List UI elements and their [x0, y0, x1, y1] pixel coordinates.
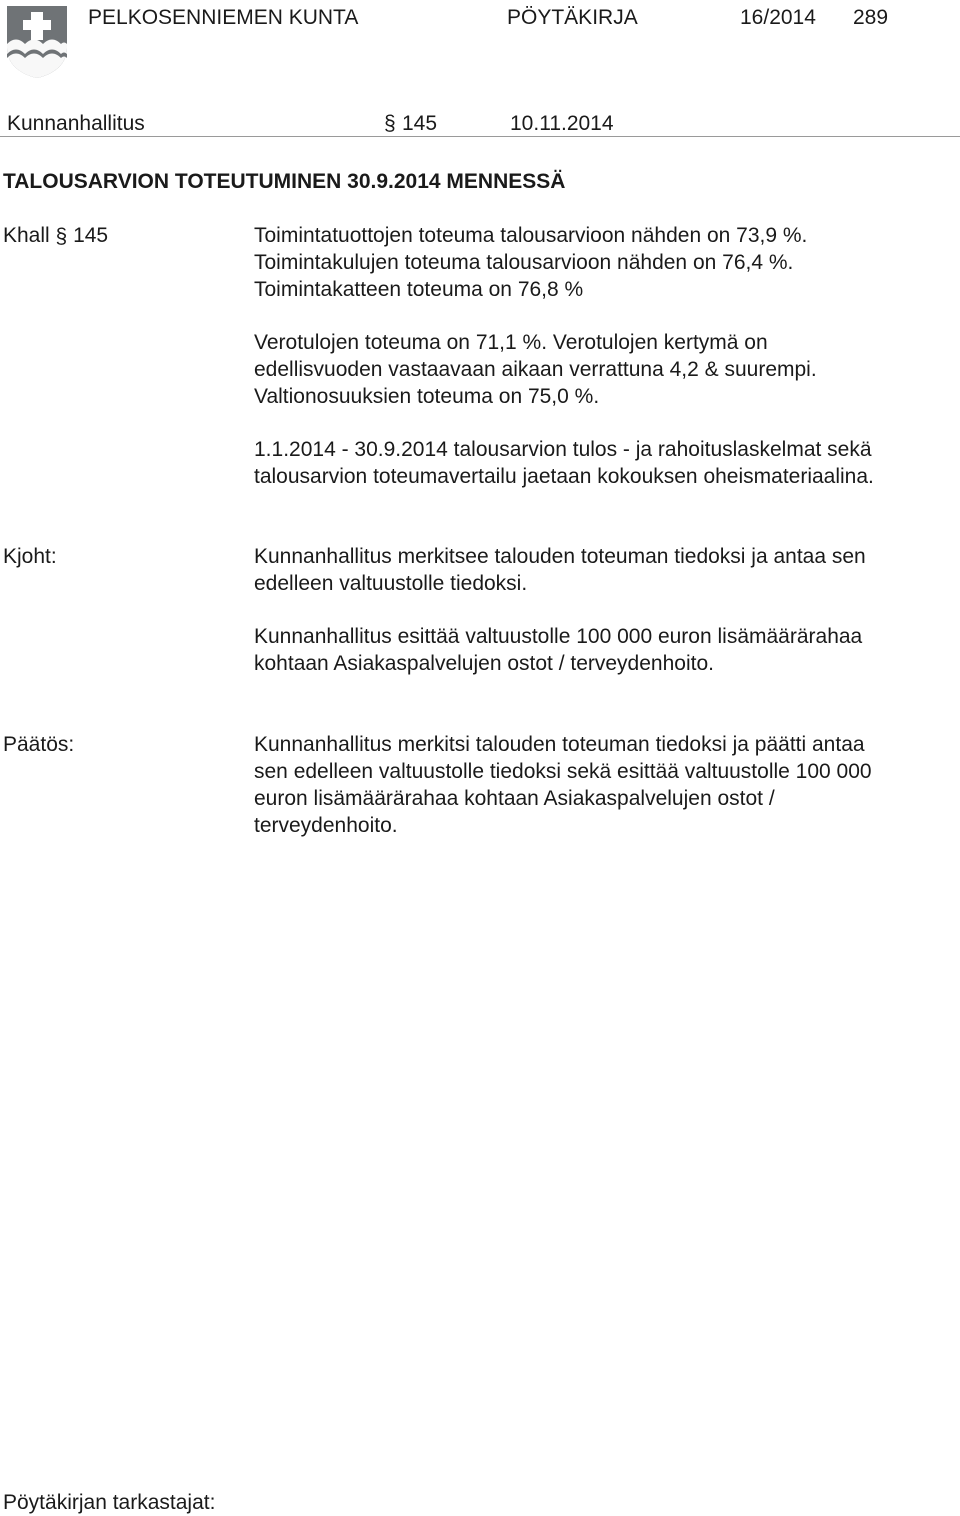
decision-paragraph [254, 731, 872, 839]
body-paragraph-1 [254, 222, 807, 303]
text-line: Kunnanhallitus merkitsi talouden toteuman tiedoksi ja päätti antaa [254, 733, 865, 756]
body-paragraph-3 [254, 436, 874, 490]
header-divider [0, 136, 960, 137]
header-municipality: PELKOSENNIEMEN KUNTA [88, 6, 359, 29]
text-line: Kunnanhallitus esittää valtuustolle 100 000 euron lisämäärärahaa [254, 625, 863, 648]
text-line: Verotulojen toteuma on 71,1 %. Verotulojen kertymä on [254, 331, 768, 354]
meeting-date: 10.11.2014 [510, 112, 614, 135]
text-line: Kunnanhallitus merkitsee talouden toteuman tiedoksi ja antaa sen [254, 545, 866, 568]
khall-section-number: 145 [73, 224, 109, 247]
reviewers-label: Pöytäkirjan tarkastajat: [3, 1491, 216, 1514]
body-paragraph-2 [254, 329, 817, 410]
text-line: edelleen valtuustolle tiedoksi. [254, 572, 528, 595]
text-line: sen edelleen valtuustolle tiedoksi sekä esittää valtuustolle 100 000 [254, 760, 872, 783]
text-line: Toimintatuottojen toteuma talousarvioon nähden on 73,9 %. [254, 224, 808, 247]
header-minutes-number: 16/2014 [740, 6, 816, 29]
meeting-section-symbol: § [384, 112, 396, 135]
header-document-type: PÖYTÄKIRJA [507, 6, 638, 29]
text-line: talousarvion toteumavertailu jaetaan kokouksen oheismateriaalina. [254, 465, 874, 488]
text-line: Toimintakatteen toteuma on 76,8 % [254, 278, 584, 301]
text-line: 1.1.2014 - 30.9.2014 talousarvion tulos - ja rahoituslaskelmat sekä [254, 438, 872, 461]
khall-label: Khall [3, 224, 50, 247]
text-line: terveydenhoito. [254, 814, 398, 837]
municipal-coat-of-arms-logo [5, 4, 69, 79]
header-page-number: 289 [853, 6, 889, 29]
proposal-paragraph-2 [254, 623, 862, 677]
text-line: kohtaan Asiakaspalvelujen ostot / terveydenhoito. [254, 652, 714, 675]
item-title: TALOUSARVION TOTEUTUMINEN 30.9.2014 MENNESSÄ [3, 170, 566, 193]
text-line: edellisvuoden vastaavaan aikaan verrattuna 4,2 & suurempi. [254, 358, 817, 381]
proposal-label: Kjoht: [3, 545, 57, 568]
decision-label: Päätös: [3, 733, 75, 756]
proposal-paragraph-1 [254, 543, 866, 597]
text-line: euron lisämäärärahaa kohtaan Asiakaspalvelujen ostot / [254, 787, 775, 810]
meeting-body: Kunnanhallitus [7, 112, 145, 135]
text-line: Valtionosuuksien toteuma on 75,0 %. [254, 385, 600, 408]
text-line: Toimintakulujen toteuma talousarvioon nähden on 76,4 %. [254, 251, 794, 274]
meeting-section-number: 145 [402, 112, 438, 135]
khall-reference [3, 222, 108, 249]
khall-section-symbol: § [55, 225, 68, 248]
